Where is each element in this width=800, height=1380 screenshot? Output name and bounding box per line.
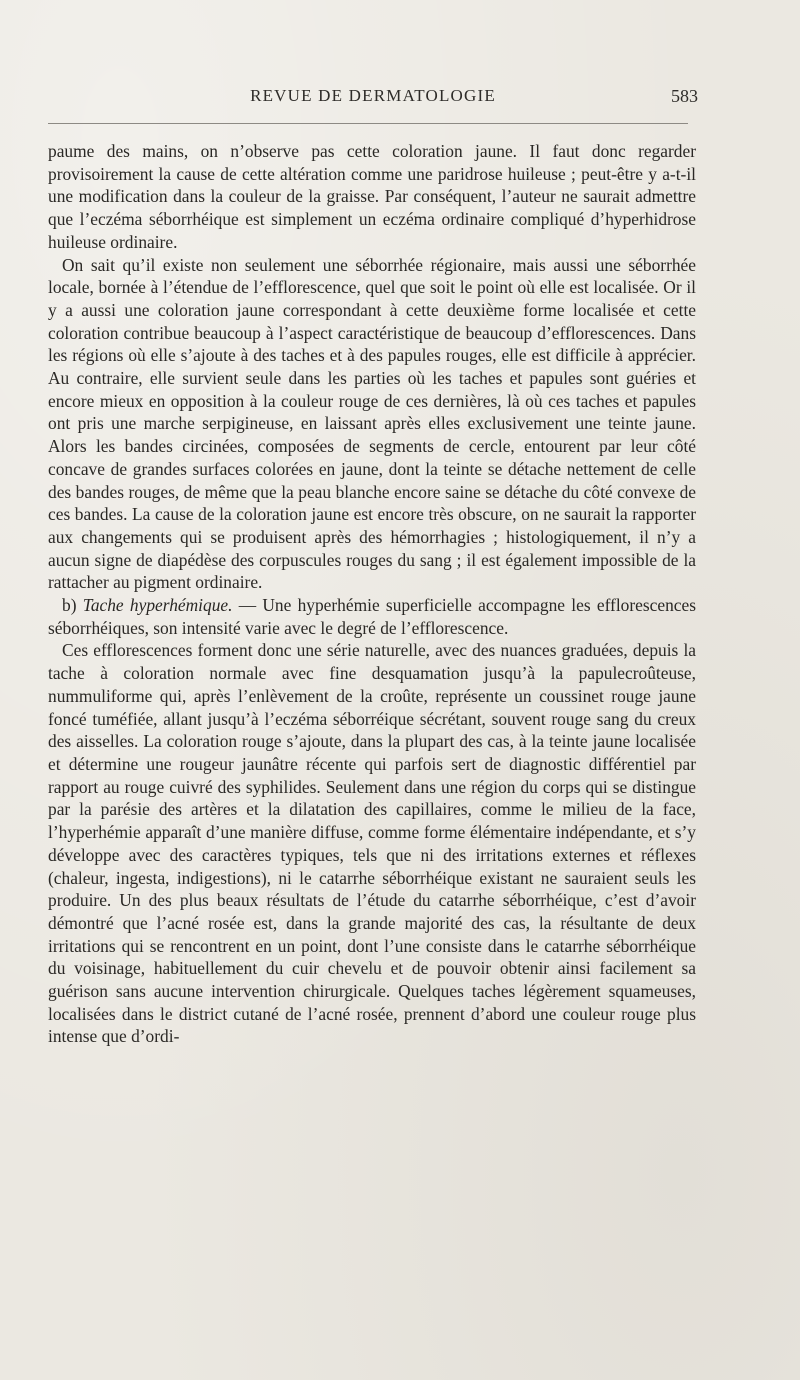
paragraph-2: On sait qu’il existe non seulement une séborrhée régionaire, mais aussi une séborrhée locale, bornée à l’étendue de l’efflorescence, quel que soit le point où elle est localisée. Or il y a aussi une coloration jaune correspondant à cette deuxième forme localisée et cette coloration contribue beaucoup à l’aspect caractéristique de beaucoup d’efflorescences. Dans les régions où elle s’ajoute à des taches et à des papules rouges, elle est difficile à apprécier. Au contraire, elle survient seule dans les parties où les taches et papules sont guéries et encore mieux en opposition à la couleur rouge de ces dernières, là où ces taches et papules ont pris une marche serpigineuse, en laissant après elles exclusivement une teinte jaune. Alors les bandes circinées, composées de segments de cercle, entourent par leur côté concave de grandes surfaces colorées en jaune, dont la teinte se détache nettement de celle des bandes rouges, de même que la peau blanche encore saine se détache du côté convexe de ces bandes. La cause de la coloration jaune est encore très obscure, on ne saurait la rapporter aux changements qui se produisent après des hémorrhagies ; histologiquement, il n’y a aucun signe de diapédèse des corpuscules rouges du sang ; il est également impossible de la rattacher au pigment ordinaire.: [48, 254, 696, 593]
header-rule: [48, 123, 688, 124]
paragraph-1: paume des mains, on n’observe pas cette coloration jaune. Il faut donc regarder provisoirement la cause de cette altération comme une paridrose huileuse ; peut-être y a-t-il une modification dans la couleur de la graisse. Par conséquent, l’auteur ne saurait admettre que l’eczéma séborrhéique est simplement un eczéma ordinaire compliqué d’hyperhidrose huileuse ordinaire.: [48, 141, 696, 252]
paragraph-3-text: — Une hyperhémie superficielle accompagne les efflorescences séborrhéiques, son intensité varie avec le degré de l’efflorescence.: [48, 595, 696, 638]
paragraph-3: [48, 594, 696, 639]
section-title: Tache hyperhémique.: [82, 595, 233, 616]
paragraph-4: Ces efflorescences forment donc une série naturelle, avec des nuances graduées, depuis la tache à coloration normale avec fine desquamation jusqu’à la papulecroûteuse, nummuliforme qui, après l’enlèvement de la croûte, représente un coussinet rouge jaune foncé tuméfiée, allant jusqu’à l’eczéma séborréique sécrétant, souvent rouge sang du creux des aisselles. La coloration rouge s’ajoute, dans la plupart des cas, à la teinte jaune localisée et détermine une rougeur jaunâtre récente qui parfois sert de diagnostic différentiel par rapport au rouge cuivré des syphilides. Seulement dans une région du corps qui se distingue par la parésie des artères et la dilatation des capillaires, comme le milieu de la face, l’hyperhémie apparaît d’une manière diffuse, comme forme élémentaire indépendante, et s’y développe avec des caractères typiques, tels que ni des irritations externes et réflexes (chaleur, ingesta, indigestions), ni le catarrhe séborrhéique existant ne sauraient seuls les produire. Un des plus beaux résultats de l’étude du catarrhe séborrhéique, c’est d’avoir démontré que l’acné rosée est, dans la grande majorité des cas, la résultante de deux irritations qui se rencontrent en un point, dont l’une consiste dans le catarrhe séborrhéique du voisinage, habituellement du cuir chevelu et de pouvoir obtenir ainsi facilement sa guérison sans aucune intervention chirurgicale. Quelques taches légèrement squameuses, localisées dans le district cutané de l’acné rosée, prennent d’abord une couleur rouge plus intense que d’ordi-: [48, 640, 696, 1047]
page-number: 583: [671, 86, 698, 106]
running-header: [48, 86, 698, 110]
running-title: REVUE DE DERMATOLOGIE: [250, 86, 496, 105]
section-marker: b): [62, 595, 83, 616]
body-text: [48, 140, 696, 1048]
